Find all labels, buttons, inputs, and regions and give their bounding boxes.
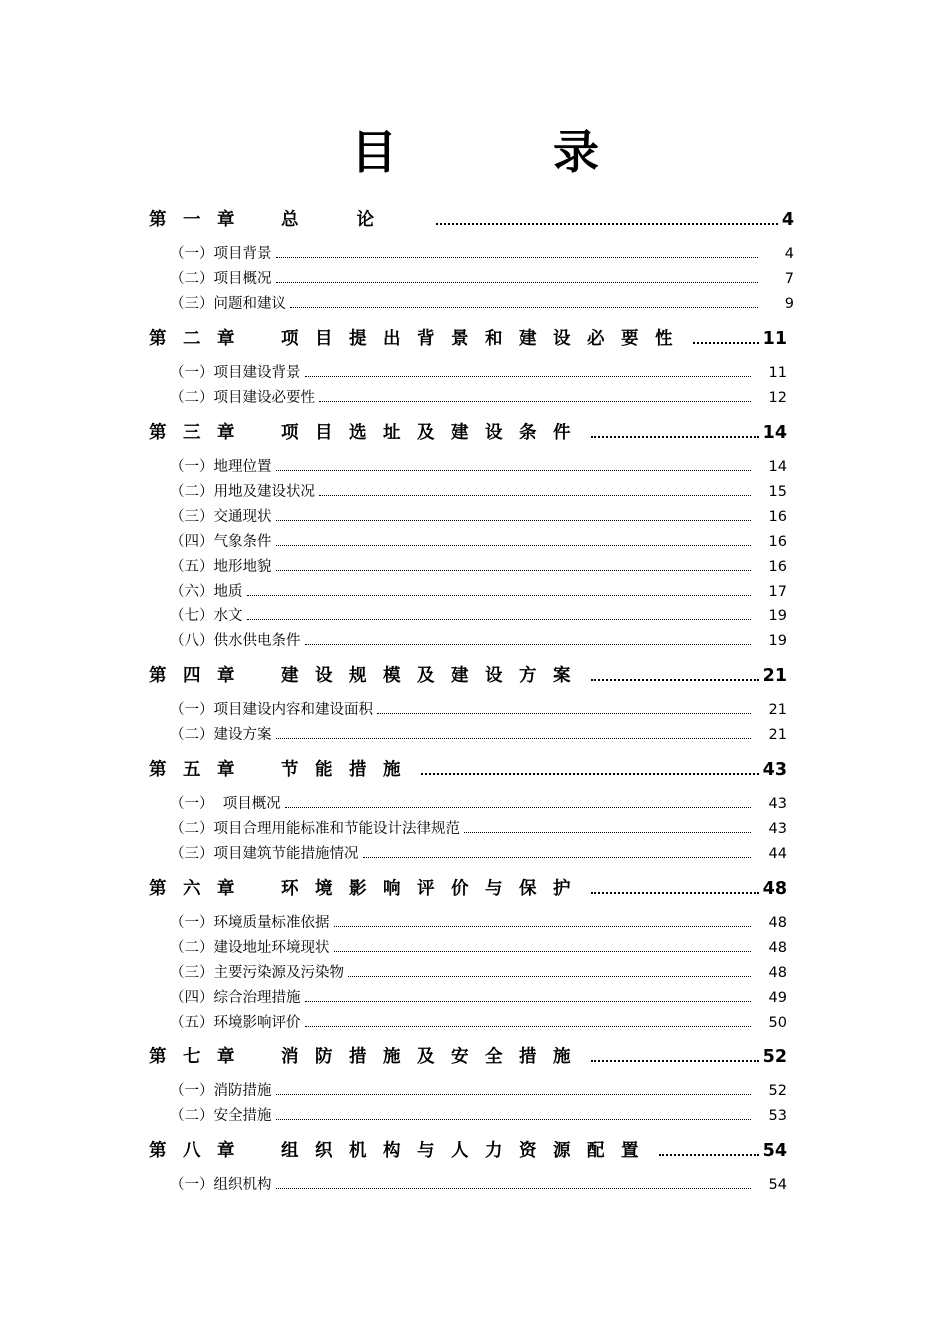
toc-section-entry[interactable] bbox=[170, 724, 787, 746]
dot-leader bbox=[591, 892, 759, 894]
toc-section-entry[interactable] bbox=[170, 556, 787, 578]
page-number: 14 bbox=[768, 459, 787, 475]
dot-leader bbox=[305, 1001, 752, 1002]
section-title: （一）地理位置 bbox=[170, 459, 272, 475]
toc-section-entry[interactable] bbox=[170, 268, 794, 290]
page-number: 43 bbox=[768, 796, 787, 812]
section-title: （一）项目建设背景 bbox=[170, 365, 301, 381]
chapter-number-char: 第 bbox=[149, 760, 167, 780]
dot-leader bbox=[305, 1026, 752, 1027]
section-title: （三）交通现状 bbox=[170, 508, 272, 525]
dot-leader bbox=[290, 307, 758, 308]
chapter-number-char: 章 bbox=[217, 666, 235, 686]
chapter-title: 总论 bbox=[281, 210, 432, 230]
dot-leader bbox=[421, 773, 759, 775]
chapter-title: 项目提出背景和建设必要性 bbox=[281, 329, 689, 349]
chapter-number-char: 三 bbox=[183, 423, 201, 443]
chapter-title: 消防措施及安全措施 bbox=[281, 1047, 587, 1067]
toc-section-entry[interactable] bbox=[170, 1174, 787, 1196]
toc-section-entry[interactable] bbox=[170, 362, 787, 384]
toc-section-entry[interactable] bbox=[170, 531, 787, 553]
chapter-number bbox=[149, 876, 281, 902]
page-number: 48 bbox=[768, 915, 787, 931]
page-number: 7 bbox=[784, 270, 794, 287]
page-number: 4 bbox=[781, 210, 794, 230]
dot-leader bbox=[276, 282, 759, 283]
toc-chapter-entry[interactable] bbox=[149, 326, 787, 352]
toc-chapter-entry[interactable] bbox=[149, 663, 787, 689]
chapter-number-char: 章 bbox=[217, 1141, 235, 1161]
dot-leader bbox=[348, 976, 751, 977]
page-number: 21 bbox=[768, 726, 787, 743]
page-number: 52 bbox=[762, 1047, 787, 1067]
chapter-title: 项目选址及建设条件 bbox=[281, 423, 587, 443]
toc-section-entry[interactable] bbox=[170, 962, 787, 984]
toc-chapter-entry[interactable] bbox=[149, 1044, 787, 1070]
chapter-number-char: 章 bbox=[217, 1047, 235, 1067]
dot-leader bbox=[276, 738, 752, 739]
dot-leader bbox=[363, 857, 752, 858]
toc-section-entry[interactable] bbox=[170, 1105, 787, 1127]
dot-leader bbox=[693, 342, 759, 344]
page-number: 49 bbox=[768, 989, 787, 1006]
dot-leader bbox=[276, 520, 752, 521]
dot-leader bbox=[334, 951, 752, 952]
chapter-number-char: 第 bbox=[149, 210, 167, 230]
page-number: 50 bbox=[768, 1014, 787, 1031]
section-title: （二）建设地址环境现状 bbox=[170, 939, 330, 956]
dot-leader bbox=[591, 679, 759, 681]
toc-section-entry[interactable] bbox=[170, 293, 794, 315]
section-title: （四）气象条件 bbox=[170, 533, 272, 550]
section-title: （三）问题和建议 bbox=[170, 295, 286, 312]
toc-section-entry[interactable] bbox=[170, 243, 794, 265]
chapter-title: 节能措施 bbox=[281, 760, 417, 780]
chapter-number-char: 二 bbox=[183, 329, 201, 349]
section-title: （二）安全措施 bbox=[170, 1107, 272, 1124]
dot-leader bbox=[436, 223, 778, 225]
chapter-number-char: 五 bbox=[183, 760, 201, 780]
page-number: 54 bbox=[762, 1141, 787, 1161]
chapter-number-char: 章 bbox=[217, 329, 235, 349]
chapter-title: 环境影响评价与保护 bbox=[281, 879, 587, 899]
toc-chapter-entry[interactable] bbox=[149, 420, 787, 446]
page-number: 12 bbox=[768, 389, 787, 406]
page-number: 52 bbox=[768, 1083, 787, 1099]
toc-section-entry[interactable] bbox=[170, 581, 787, 603]
page-number: 48 bbox=[768, 939, 787, 956]
toc-chapter-entry[interactable] bbox=[149, 757, 787, 783]
section-title: （一）项目建设内容和建设面积 bbox=[170, 702, 373, 718]
dot-leader bbox=[334, 926, 752, 927]
section-title: （七）水文 bbox=[170, 608, 243, 625]
toc-section-entry[interactable] bbox=[170, 987, 787, 1009]
section-title: （一） 项目概况 bbox=[170, 796, 281, 812]
toc-section-entry[interactable] bbox=[170, 793, 787, 815]
page-number: 14 bbox=[762, 423, 787, 443]
toc-section-entry[interactable] bbox=[170, 630, 787, 652]
toc-section-entry[interactable] bbox=[170, 818, 787, 840]
dot-leader bbox=[276, 1119, 752, 1120]
dot-leader bbox=[285, 807, 751, 808]
dot-leader bbox=[276, 570, 752, 571]
page-number: 11 bbox=[768, 365, 787, 381]
section-title: （三）主要污染源及污染物 bbox=[170, 964, 344, 981]
chapter-number bbox=[149, 207, 281, 233]
toc-section-entry[interactable] bbox=[170, 506, 787, 528]
section-title: （一）消防措施 bbox=[170, 1083, 272, 1099]
chapter-number bbox=[149, 420, 281, 446]
dot-leader bbox=[591, 436, 759, 438]
page-number: 21 bbox=[762, 666, 787, 686]
dot-leader bbox=[319, 495, 751, 496]
dot-leader bbox=[247, 595, 752, 596]
section-title: （五）环境影响评价 bbox=[170, 1014, 301, 1031]
chapter-number-char: 第 bbox=[149, 879, 167, 899]
dot-leader bbox=[276, 257, 759, 258]
page-number: 9 bbox=[784, 295, 794, 312]
toc-chapter-entry[interactable] bbox=[149, 876, 787, 902]
page-number: 15 bbox=[768, 483, 787, 500]
chapter-number-char: 七 bbox=[183, 1047, 201, 1067]
chapter-number bbox=[149, 1138, 281, 1164]
section-title: （二）用地及建设状况 bbox=[170, 483, 315, 500]
chapter-title: 组织机构与人力资源配置 bbox=[281, 1141, 655, 1161]
page-number: 53 bbox=[768, 1107, 787, 1124]
toc-section-entry[interactable] bbox=[170, 481, 787, 503]
toc-section-entry[interactable] bbox=[170, 605, 787, 627]
page-number: 16 bbox=[768, 533, 787, 550]
page-number: 48 bbox=[768, 964, 787, 981]
section-title: （二）建设方案 bbox=[170, 726, 272, 743]
toc-section-entry[interactable] bbox=[170, 387, 787, 409]
dot-leader bbox=[276, 1094, 752, 1095]
page-number: 11 bbox=[762, 329, 787, 349]
section-title: （一）项目背景 bbox=[170, 246, 272, 262]
toc-section-entry[interactable] bbox=[170, 1012, 787, 1034]
chapter-number-char: 第 bbox=[149, 666, 167, 686]
chapter-number-char: 章 bbox=[217, 879, 235, 899]
page-number: 19 bbox=[768, 633, 787, 650]
section-title: （二）项目合理用能标准和节能设计法律规范 bbox=[170, 820, 460, 837]
chapter-number-char: 四 bbox=[183, 666, 201, 686]
dot-leader bbox=[591, 1060, 759, 1062]
page-number: 48 bbox=[762, 879, 787, 899]
chapter-number bbox=[149, 1044, 281, 1070]
page-number: 54 bbox=[768, 1177, 787, 1193]
page-number: 19 bbox=[768, 608, 787, 625]
chapter-number-char: 第 bbox=[149, 329, 167, 349]
toc-chapter-entry[interactable] bbox=[149, 207, 794, 233]
page-number: 16 bbox=[768, 558, 787, 575]
dot-leader bbox=[305, 644, 752, 645]
section-title: （三）项目建筑节能措施情况 bbox=[170, 845, 359, 862]
toc-section-entry[interactable] bbox=[170, 843, 787, 865]
section-title: （五）地形地貌 bbox=[170, 558, 272, 575]
chapter-number bbox=[149, 326, 281, 352]
chapter-number-char: 章 bbox=[217, 760, 235, 780]
section-title: （一）组织机构 bbox=[170, 1177, 272, 1193]
chapter-number-char: 一 bbox=[183, 210, 201, 230]
section-title: （二）项目概况 bbox=[170, 270, 272, 287]
chapter-number-char: 第 bbox=[149, 1141, 167, 1161]
chapter-number-char: 六 bbox=[183, 879, 201, 899]
toc-chapter-entry[interactable] bbox=[149, 1138, 787, 1164]
dot-leader bbox=[305, 376, 752, 377]
section-title: （八）供水供电条件 bbox=[170, 633, 301, 650]
section-title: （二）项目建设必要性 bbox=[170, 389, 315, 406]
page-number: 16 bbox=[768, 508, 787, 525]
chapter-number-char: 第 bbox=[149, 1047, 167, 1067]
toc-section-entry[interactable] bbox=[170, 699, 787, 721]
section-title: （六）地质 bbox=[170, 583, 243, 600]
dot-leader bbox=[377, 713, 751, 714]
dot-leader bbox=[276, 1188, 752, 1189]
toc-section-entry[interactable] bbox=[170, 1080, 787, 1102]
page-number: 4 bbox=[784, 246, 794, 262]
page-title: 目 录 bbox=[350, 125, 669, 179]
chapter-number-char: 章 bbox=[217, 210, 235, 230]
section-title: （四）综合治理措施 bbox=[170, 989, 301, 1006]
section-title: （一）环境质量标准依据 bbox=[170, 915, 330, 931]
dot-leader bbox=[276, 545, 752, 546]
chapter-number-char: 章 bbox=[217, 423, 235, 443]
chapter-number-char: 八 bbox=[183, 1141, 201, 1161]
page-number: 43 bbox=[768, 820, 787, 837]
chapter-title: 建设规模及建设方案 bbox=[281, 666, 587, 686]
toc-section-entry[interactable] bbox=[170, 456, 787, 478]
chapter-number-char: 第 bbox=[149, 423, 167, 443]
dot-leader bbox=[464, 832, 751, 833]
chapter-number bbox=[149, 663, 281, 689]
page-number: 21 bbox=[768, 702, 787, 718]
page-number: 43 bbox=[762, 760, 787, 780]
toc-section-entry[interactable] bbox=[170, 937, 787, 959]
dot-leader bbox=[247, 619, 752, 620]
toc-section-entry[interactable] bbox=[170, 912, 787, 934]
page-number: 44 bbox=[768, 845, 787, 862]
chapter-number bbox=[149, 757, 281, 783]
page-number: 17 bbox=[768, 583, 787, 600]
dot-leader bbox=[659, 1154, 759, 1156]
dot-leader bbox=[319, 401, 751, 402]
dot-leader bbox=[276, 470, 752, 471]
